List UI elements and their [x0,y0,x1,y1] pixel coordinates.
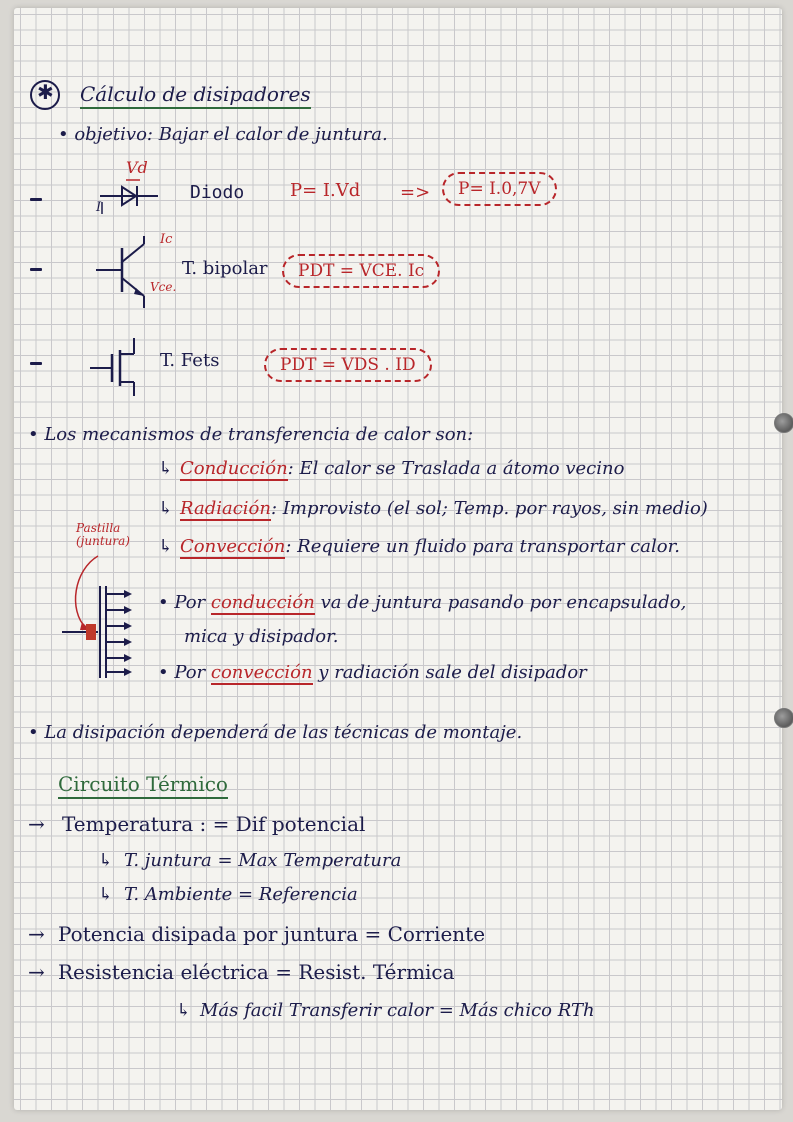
arrow-icon: → [28,922,45,946]
diode-formula: P= I.Vd [290,180,361,201]
binder-hole [774,708,793,728]
path-conduction-line2: mica y disipador. [184,626,339,647]
thermal-row-potencia: Potencia disipada por juntura = Corriente [58,922,486,946]
mechanism-radiation: Radiación: Improvisto (el sol; Temp. por rayos, sin medio) [180,498,708,519]
mounting-note: • La disipación dependerá de las técnicas de montaje. [28,722,523,743]
fet-label: T. Fets [160,350,220,371]
sub-arrow: ↳ [158,536,174,557]
thermal-row-ambiente: T. Ambiente = Referencia [124,884,358,905]
dash-bullet [30,362,42,365]
arrow-icon: → [28,960,45,984]
objective-text: • objetivo: Bajar el calor de juntura. [58,124,388,145]
mechanisms-intro: • Los mecanismos de transferencia de calor son: [28,424,474,445]
implies-arrow: => [400,182,431,203]
mechanism-convection: Convección: Requiere un fluido para transportar calor. [180,536,680,557]
dash-bullet [30,198,42,201]
diode-label: Diodo [190,182,245,203]
bjt-ic-label: Ic [160,232,173,247]
sub-arrow-icon: ↳ [98,884,114,905]
fet-symbol [90,336,150,396]
diode-vd-label: Vd [126,158,148,177]
bipolar-label: T. bipolar [182,258,268,279]
arrow-icon: → [28,812,45,836]
bjt-vce-label: Vce. [150,280,177,294]
heatsink-diagram [58,550,148,690]
path-conduction-line: • Por conducción va de juntura pasando por encapsulado, [158,592,687,613]
diode-result-cloud: P= I.0,7V [442,172,557,206]
diode-symbol [96,176,166,216]
diode-i-label: I [96,200,102,215]
sub-arrow-icon: ↳ [176,1000,192,1021]
page-title: Cálculo de disipadores [80,82,311,109]
thermal-circuit-title: Circuito Térmico [58,772,228,799]
thermal-row-temperature: Temperatura : = Dif potencial [62,812,366,836]
mechanism-conduction: Conducción: El calor se Traslada a átomo vecino [180,458,625,479]
thermal-row-resistencia: Resistencia eléctrica = Resist. Térmica [58,960,455,984]
bipolar-formula-cloud: PDT = VCE. Ic [282,254,440,288]
sub-arrow: ↳ [158,458,174,479]
path-convection-line: • Por convección y radiación sale del disipador [158,662,587,683]
thermal-row-rth: Más facil Transferir calor = Más chico RTh [200,1000,595,1021]
thermal-row-juntura: T. juntura = Max Temperatura [124,850,402,871]
sub-arrow: ↳ [158,498,174,519]
bjt-symbol [96,236,166,308]
star-mark: ✱ [37,80,54,104]
sub-arrow-icon: ↳ [98,850,114,871]
fet-formula-cloud: PDT = VDS . ID [264,348,432,382]
dash-bullet [30,268,42,271]
pastilla-label: Pastilla (juntura) [76,521,130,548]
binder-hole [774,413,793,433]
